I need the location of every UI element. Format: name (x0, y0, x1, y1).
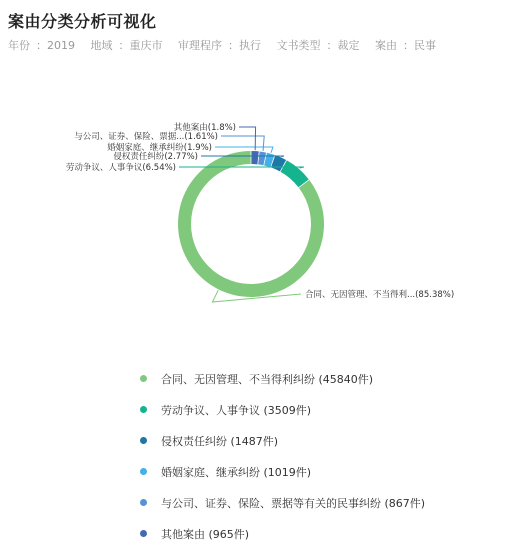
chart-legend (140, 363, 425, 549)
slice-label: 与公司、证券、保险、票据...(1.61%) (74, 132, 218, 142)
legend-color-dot (140, 499, 147, 506)
legend-label: 合同、无因管理、不当得利纠纷 (45840件) (161, 372, 374, 386)
slice-label: 合同、无因管理、不当得利...(85.38%) (305, 290, 455, 300)
filter-cause: 案由 ：民事 (375, 39, 436, 52)
legend-item[interactable] (140, 394, 425, 425)
filter-doc-type: 文书类型 ：裁定 (276, 39, 360, 52)
legend-color-dot (140, 375, 147, 382)
legend-item[interactable] (140, 487, 425, 518)
slice-label: 劳动争议、人事争议(6.54%) (65, 163, 176, 173)
legend-item[interactable] (140, 518, 425, 549)
legend-label: 劳动争议、人事争议 (3509件) (161, 403, 312, 417)
legend-label: 其他案由 (965件) (161, 527, 250, 541)
legend-label: 侵权责任纠纷 (1487件) (161, 434, 279, 448)
slice-label: 婚姻家庭、继承纠纷(1.9%) (107, 143, 212, 153)
filter-year: 年份 ：2019 (8, 39, 75, 52)
donut-slice[interactable] (280, 160, 308, 187)
legend-label: 婚姻家庭、继承纠纷 (1019件) (161, 465, 312, 479)
legend-color-dot (140, 437, 147, 444)
legend-color-dot (140, 530, 147, 537)
legend-color-dot (140, 468, 147, 475)
legend-item[interactable] (140, 425, 425, 456)
legend-item[interactable] (140, 363, 425, 394)
legend-label: 与公司、证券、保险、票据等有关的民事纠纷 (867件) (161, 496, 426, 510)
slice-leader-line (221, 136, 264, 151)
donut-slice[interactable] (251, 151, 258, 164)
filter-procedure: 审理程序 ：执行 (178, 39, 261, 52)
legend-item[interactable] (140, 456, 425, 487)
slice-label: 侵权责任纠纷(2.77%) (113, 152, 198, 162)
slice-label: 其他案由(1.8%) (173, 123, 236, 133)
filter-region: 地域 ：重庆市 (90, 39, 163, 52)
page-title: 案由分类分析可视化 (8, 12, 157, 31)
legend-color-dot (140, 406, 147, 413)
